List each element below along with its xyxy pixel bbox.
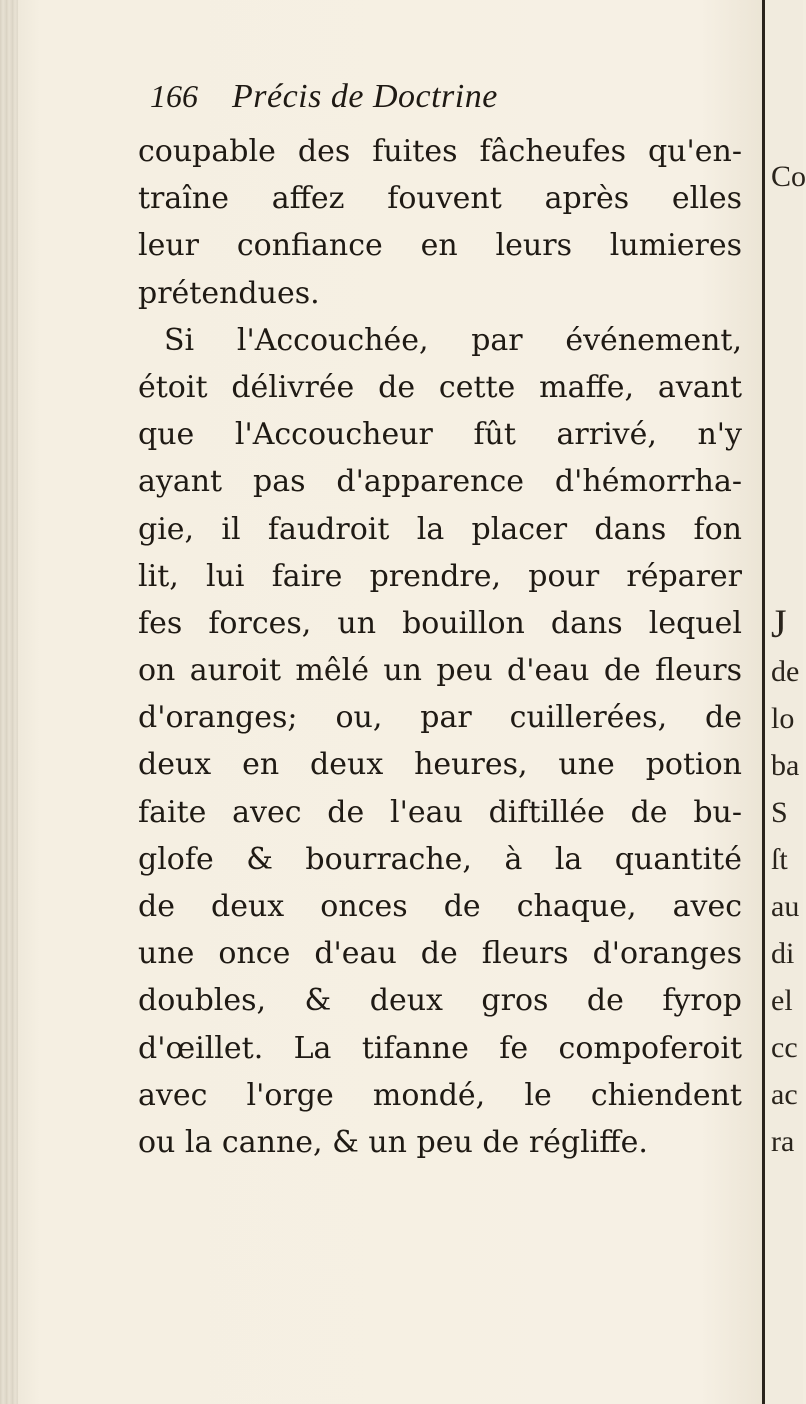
page-header bbox=[0, 78, 762, 126]
facing-page-fragment: lo bbox=[771, 702, 795, 735]
text-line: leur confiance en leurs lumieres bbox=[138, 228, 742, 264]
text-line: ayant pas d'apparence d'hémorrha- bbox=[138, 464, 742, 500]
text-line: Si l'Accouchée, par événement, bbox=[164, 322, 742, 358]
text-line: deux en deux heures, une potion bbox=[138, 747, 742, 783]
page-number: 166 bbox=[150, 78, 198, 114]
text-line: étoit délivrée de cette maffe, avant bbox=[138, 369, 742, 405]
facing-page-fragment: au bbox=[771, 890, 800, 923]
text-line: lit, lui faire prendre, pour réparer bbox=[138, 558, 742, 594]
facing-page-fragment: cc bbox=[771, 1031, 798, 1064]
text-line: traîne affez fouvent après elles bbox=[138, 181, 742, 217]
facing-page-fragment: di bbox=[771, 937, 795, 970]
facing-page-fragment: ſt bbox=[771, 843, 788, 876]
running-title: Précis de Doctrine bbox=[232, 78, 498, 115]
facing-page-fragment: ba bbox=[771, 749, 800, 782]
facing-page-fragment: el bbox=[771, 984, 793, 1017]
text-line: fes forces, un bouillon dans lequel bbox=[138, 605, 742, 641]
text-line: doubles, & deux gros de fyrop bbox=[138, 983, 742, 1019]
text-line: de deux onces de chaque, avec bbox=[138, 889, 742, 924]
facing-page-fragment: Co bbox=[771, 160, 806, 193]
facing-page-fragment: S bbox=[771, 796, 788, 829]
facing-page-fragment: ac bbox=[771, 1078, 798, 1111]
text-line: ou la canne, & un peu de régliffe. bbox=[138, 1124, 648, 1160]
text-line: d'oranges; ou, par cuillerées, de bbox=[138, 700, 742, 736]
text-line: faite avec de l'eau diftillée de bu- bbox=[138, 794, 742, 830]
facing-page-fragment: de bbox=[771, 655, 800, 688]
text-line: que l'Accoucheur fût arrivé, n'y bbox=[138, 417, 742, 453]
facing-page-fragment: J bbox=[771, 601, 787, 646]
facing-page-edge bbox=[762, 0, 806, 1404]
text-line: on auroit mêlé un peu d'eau de fleurs bbox=[138, 653, 742, 689]
text-line: d'œillet. La tifanne fe compoferoit bbox=[138, 1030, 742, 1066]
binding-gutter bbox=[0, 0, 18, 1404]
text-line: gie, il faudroit la placer dans fon bbox=[138, 511, 742, 547]
text-line: glofe & bourrache, à la quantité bbox=[138, 841, 742, 877]
text-line: prétendues. bbox=[138, 275, 320, 311]
text-line: avec l'orge mondé, le chiendent bbox=[138, 1077, 742, 1113]
facing-page-fragment: ra bbox=[771, 1125, 795, 1158]
body-text bbox=[138, 128, 742, 1166]
text-line: coupable des fuites fâcheufes qu'en- bbox=[138, 134, 742, 169]
text-line: une once d'eau de fleurs d'oranges bbox=[138, 936, 742, 972]
